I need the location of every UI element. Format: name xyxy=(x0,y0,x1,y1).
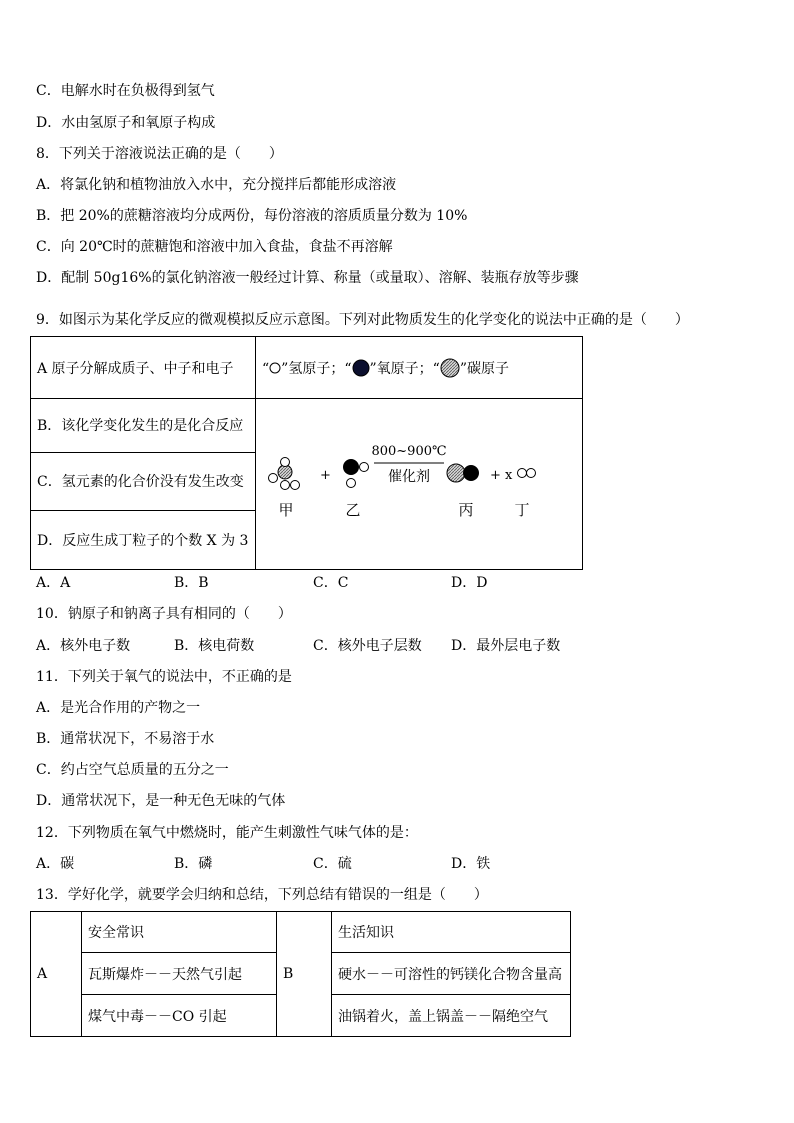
label-ding: 丁 xyxy=(514,501,530,519)
q9-option-d: D．反应生成丁粒子的个数 X 为 3 xyxy=(37,533,249,550)
q8-option-a: A．将氯化钠和植物油放入水中，充分搅拌后都能形成溶液 xyxy=(36,177,397,193)
question-8: 8．下列关于溶液说法正确的是（ ） xyxy=(36,146,283,162)
q13-right-header-cell xyxy=(332,912,571,953)
q11-option-c[interactable]: C．约占空气总质量的五分之一 xyxy=(36,762,229,778)
q9-answer-a[interactable]: A．A xyxy=(36,575,71,591)
q9-legend-cell xyxy=(256,337,583,399)
q8-option-c: C．向 20℃时的蔗糖饱和溶液中加入食盐，食盐不再溶解 xyxy=(36,239,393,255)
q13-label-b[interactable]: B xyxy=(283,966,294,982)
q9-answer-d[interactable]: D．D xyxy=(451,575,488,591)
q13-right-item-1: 硬水－－可溶性的钙镁化合物含量高 xyxy=(338,966,562,983)
q10-answer-a[interactable]: A．核外电子数 xyxy=(36,638,131,654)
legend-carbon: ”碳原子 xyxy=(459,360,509,377)
plus-x-sign: + x xyxy=(490,468,513,483)
oxygen-atom-icon xyxy=(352,359,370,377)
label-bing: 丙 xyxy=(458,501,474,519)
plus-sign-1: + xyxy=(320,468,331,483)
molecule-ding-icon xyxy=(518,469,536,478)
q11-option-d[interactable]: D．通常状况下，是一种无色无味的气体 xyxy=(36,793,286,809)
q9-option-b-cell xyxy=(31,399,256,453)
q12-answer-c[interactable]: C．硫 xyxy=(313,856,352,872)
q13-table xyxy=(30,911,571,1037)
q9-option-c: C．氢元素的化合价没有发生改变 xyxy=(37,474,244,491)
q12-answer-d[interactable]: D．铁 xyxy=(451,856,491,872)
q9-table xyxy=(30,336,583,570)
legend-hydrogen: ”氢原子；“ xyxy=(281,360,352,377)
q9-option-a: A 原子分解成质子、中子和电子 xyxy=(37,360,234,377)
legend-oxygen: ”氧原子；“ xyxy=(369,360,440,377)
question-11: 11．下列关于氧气的说法中，不正确的是 xyxy=(36,669,292,685)
q11-option-a[interactable]: A．是光合作用的产物之一 xyxy=(36,700,201,716)
q13-left-item-1: 瓦斯爆炸－－天然气引起 xyxy=(88,966,242,983)
q12-answer-a[interactable]: A．碳 xyxy=(36,856,75,872)
q10-answer-d[interactable]: D．最外层电子数 xyxy=(451,638,561,654)
q13-right-item-2-cell xyxy=(332,995,571,1037)
question-12: 12．下列物质在氧气中燃烧时，能产生刺激性气味气体的是： xyxy=(36,825,418,841)
q8-option-b: B．把 20%的蔗糖溶液均分成两份，每份溶液的溶质质量分数为 10% xyxy=(36,208,468,224)
q13-left-header: 安全常识 xyxy=(88,925,144,941)
q13-label-b-cell xyxy=(277,912,332,1037)
q13-left-header-cell xyxy=(82,912,277,953)
question-13: 13．学好化学，就要学会归纳和总结，下列总结有错误的一组是（ ） xyxy=(36,887,488,903)
q13-left-item-2-cell xyxy=(82,995,277,1037)
reaction-catalyst: 催化剂 xyxy=(388,469,430,485)
q9-option-c-cell xyxy=(31,452,256,511)
label-jia: 甲 xyxy=(278,501,294,519)
option-c-electrolysis: C．电解水时在负极得到氢气 xyxy=(36,83,215,99)
q12-answer-b[interactable]: B．磷 xyxy=(174,856,213,872)
q9-option-a-cell xyxy=(31,337,256,399)
q9-option-b: B．该化学变化发生的是化合反应 xyxy=(37,418,244,435)
question-9: 9．如图示为某化学反应的微观模拟反应示意图。下列对此物质发生的化学变化的说法中正确的是（ ） xyxy=(36,312,689,328)
legend-quote: “ xyxy=(262,360,270,377)
question-10: 10．钠原子和钠离子具有相同的（ ） xyxy=(36,606,292,622)
reaction-temperature: 800~900℃ xyxy=(371,444,447,459)
molecule-jia-icon xyxy=(269,458,300,490)
molecule-bing-icon xyxy=(447,464,479,482)
q13-right-item-2: 油锅着火，盖上锅盖－－隔绝空气 xyxy=(338,1008,548,1025)
q11-option-b[interactable]: B．通常状况下，不易溶于水 xyxy=(36,731,215,747)
q13-right-item-1-cell xyxy=(332,953,571,995)
q8-option-d: D．配制 50g16%的氯化钠溶液一般经过计算、称量（或量取）、溶解、装瓶存放等步骤 xyxy=(36,270,579,286)
q13-label-a-cell xyxy=(31,912,82,1037)
q9-option-d-cell xyxy=(31,511,256,570)
hydrogen-atom-icon xyxy=(269,362,281,374)
q13-label-a[interactable]: A xyxy=(37,966,48,982)
reaction-diagram xyxy=(256,399,582,565)
q9-answer-b[interactable]: B．B xyxy=(174,575,209,591)
q13-left-item-1-cell xyxy=(82,953,277,995)
q13-right-header: 生活知识 xyxy=(338,925,394,941)
q10-answer-b[interactable]: B．核电荷数 xyxy=(174,638,255,654)
q13-left-item-2: 煤气中毒－－CO 引起 xyxy=(88,1008,227,1025)
option-d-water-composition: D．水由氢原子和氧原子构成 xyxy=(36,115,216,131)
molecule-yi-icon xyxy=(343,459,369,488)
carbon-atom-icon xyxy=(440,358,460,378)
q10-answer-c[interactable]: C．核外电子层数 xyxy=(313,638,422,654)
q9-diagram-cell xyxy=(256,399,583,570)
q9-answer-c[interactable]: C．C xyxy=(313,575,349,591)
label-yi: 乙 xyxy=(345,501,361,519)
